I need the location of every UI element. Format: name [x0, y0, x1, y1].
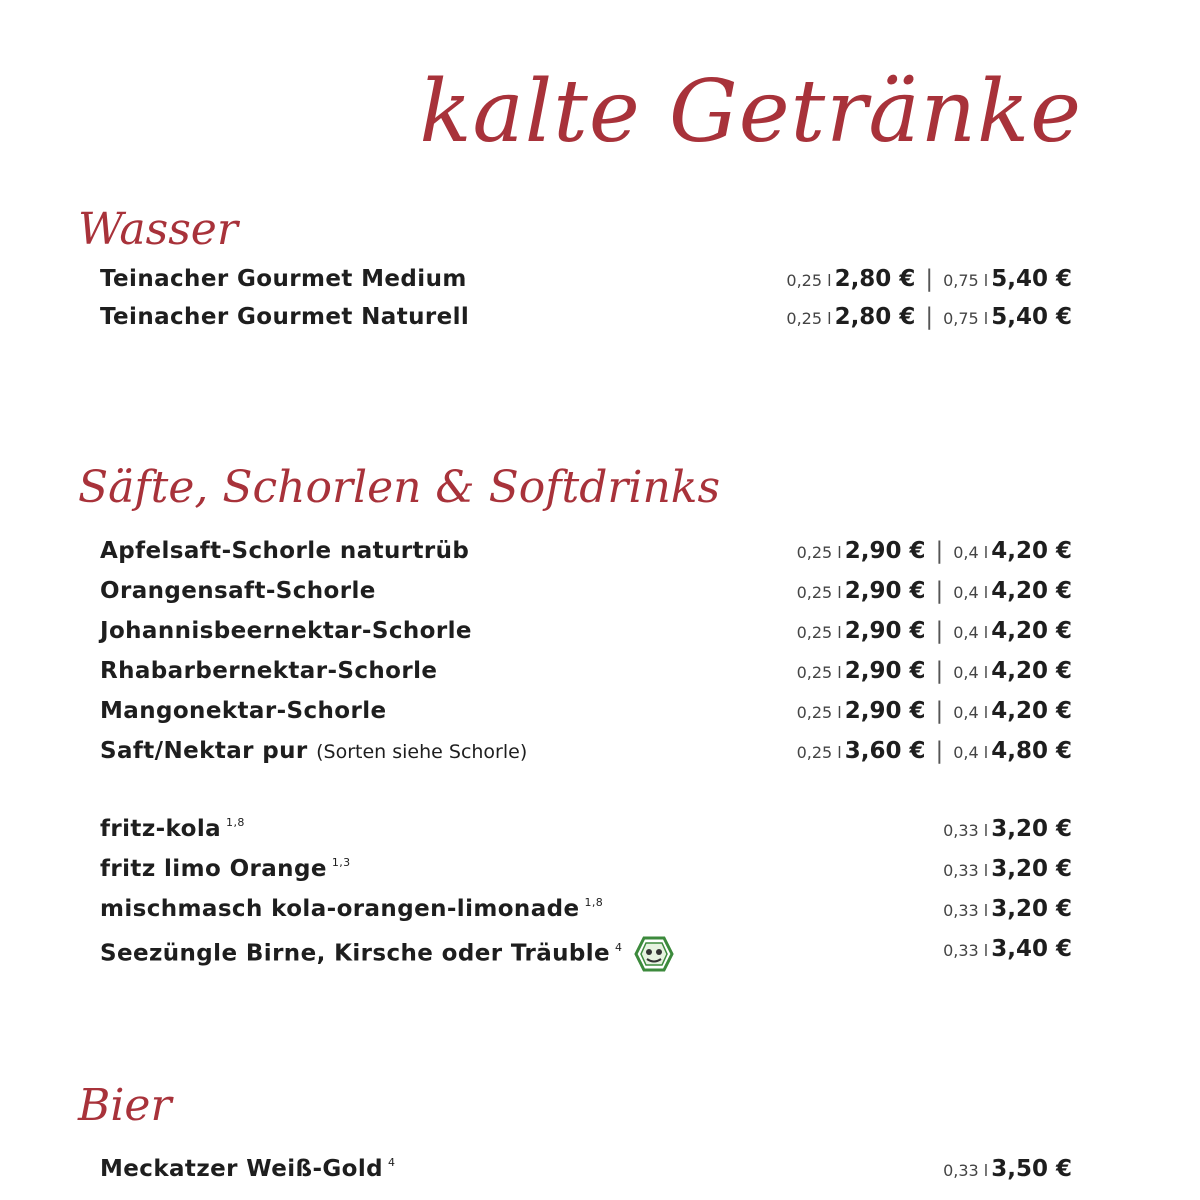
item-name-text: fritz-kola [100, 816, 222, 842]
price-separator: | [935, 618, 944, 644]
item-name: Orangensaft-Schorle [100, 578, 376, 604]
price-separator: | [935, 578, 944, 604]
price-large: 4,20 € [991, 578, 1072, 604]
price-small: 2,80 € [834, 266, 916, 292]
menu-item [0, 734, 1200, 770]
price-separator: | [935, 538, 944, 564]
item-name [100, 738, 527, 764]
price-large: 4,20 € [991, 538, 1072, 564]
volume-large: 0,75 l [943, 271, 989, 290]
volume: 0,33 l [943, 901, 989, 920]
bio-seal-icon [634, 936, 674, 972]
price: 3,20 € [991, 856, 1072, 882]
price-separator: | [935, 658, 944, 684]
volume-large: 0,4 l [953, 583, 989, 602]
section-heading-bier: Bier [78, 1080, 172, 1131]
price-block [943, 856, 1072, 882]
menu-item [0, 534, 1200, 570]
price-small: 2,90 € [844, 618, 926, 644]
menu-item [0, 654, 1200, 690]
price-small: 2,90 € [844, 658, 926, 684]
volume-small: 0,25 l [796, 543, 842, 562]
price-large: 4,20 € [991, 658, 1072, 684]
item-name-text: mischmasch kola-orangen-limonade [100, 896, 580, 922]
item-name [100, 936, 674, 972]
volume-large: 0,4 l [953, 663, 989, 682]
volume-small: 0,25 l [786, 309, 832, 328]
item-name: Johannisbeernektar-Schorle [100, 618, 472, 644]
allergen-note: 4 [388, 1156, 396, 1169]
price-separator: | [925, 304, 934, 330]
price-block [943, 936, 1072, 962]
volume-small: 0,25 l [796, 583, 842, 602]
volume-small: 0,25 l [796, 703, 842, 722]
item-name: Rhabarbernektar-Schorle [100, 658, 438, 684]
section-heading-saefte: Säfte, Schorlen & Softdrinks [78, 462, 721, 513]
price-small: 2,80 € [834, 304, 916, 330]
item-note: (Sorten siehe Schorle) [316, 741, 528, 763]
price-block [797, 658, 1072, 684]
price-block [943, 896, 1072, 922]
price-small: 2,90 € [844, 538, 926, 564]
volume-large: 0,4 l [953, 743, 989, 762]
menu-item [0, 852, 1200, 888]
price-block [786, 304, 1072, 330]
volume-large: 0,4 l [953, 703, 989, 722]
price-large: 4,20 € [991, 698, 1072, 724]
item-name-text: fritz limo Orange [100, 856, 327, 882]
item-name [100, 856, 351, 882]
volume-small: 0,25 l [796, 743, 842, 762]
price-small: 2,90 € [844, 698, 926, 724]
item-name-text: Saft/Nektar pur [100, 738, 308, 764]
menu-item [0, 812, 1200, 848]
volume-large: 0,4 l [953, 623, 989, 642]
allergen-note: 1,8 [584, 896, 604, 909]
allergen-note: 1,8 [226, 816, 245, 829]
volume-large: 0,4 l [953, 543, 989, 562]
menu-item [0, 300, 1200, 336]
menu-item [0, 262, 1200, 298]
item-name: Apfelsaft-Schorle naturtrüb [100, 538, 470, 564]
price-separator: | [935, 738, 944, 764]
item-name: Teinacher Gourmet Naturell [100, 304, 470, 330]
volume-large: 0,75 l [943, 309, 989, 328]
item-name-text: Meckatzer Weiß-Gold [100, 1156, 384, 1182]
item-name-text: Seezüngle Birne, Kirsche oder Träuble [100, 940, 611, 967]
menu-item [0, 574, 1200, 610]
price: 3,20 € [991, 896, 1072, 922]
item-name [100, 896, 603, 922]
volume-small: 0,25 l [796, 663, 842, 682]
price: 3,20 € [991, 816, 1072, 842]
allergen-note: 4 [615, 940, 623, 954]
volume: 0,33 l [943, 861, 989, 880]
price-block [797, 618, 1072, 644]
item-name [100, 1156, 395, 1182]
price-block [797, 578, 1072, 604]
price-block [943, 1156, 1072, 1182]
price-large: 4,80 € [991, 738, 1072, 764]
price-block [797, 698, 1072, 724]
allergen-note: 1,3 [331, 856, 351, 869]
price-separator: | [925, 266, 934, 292]
volume: 0,33 l [943, 1161, 989, 1180]
item-name [100, 816, 245, 842]
price-large: 5,40 € [991, 266, 1072, 292]
menu-item [0, 694, 1200, 730]
menu-item [0, 614, 1200, 650]
page-title: kalte Getränke [419, 62, 1082, 162]
price-small: 3,60 € [844, 738, 926, 764]
volume: 0,33 l [943, 821, 989, 840]
price-block [797, 538, 1072, 564]
price: 3,40 € [991, 936, 1072, 962]
price-large: 4,20 € [991, 618, 1072, 644]
price: 3,50 € [991, 1156, 1072, 1182]
price-block [797, 738, 1072, 764]
volume-small: 0,25 l [786, 271, 832, 290]
price-small: 2,90 € [844, 578, 926, 604]
section-heading-wasser: Wasser [78, 204, 238, 255]
item-name: Teinacher Gourmet Medium [100, 266, 467, 292]
menu-item [0, 932, 1200, 968]
price-large: 5,40 € [991, 304, 1072, 330]
price-block [943, 816, 1072, 842]
item-name: Mangonektar-Schorle [100, 698, 387, 724]
price-separator: | [935, 698, 944, 724]
volume: 0,33 l [943, 941, 989, 960]
price-block [786, 266, 1072, 292]
menu-item [0, 1152, 1200, 1188]
menu-item [0, 892, 1200, 928]
volume-small: 0,25 l [796, 623, 842, 642]
